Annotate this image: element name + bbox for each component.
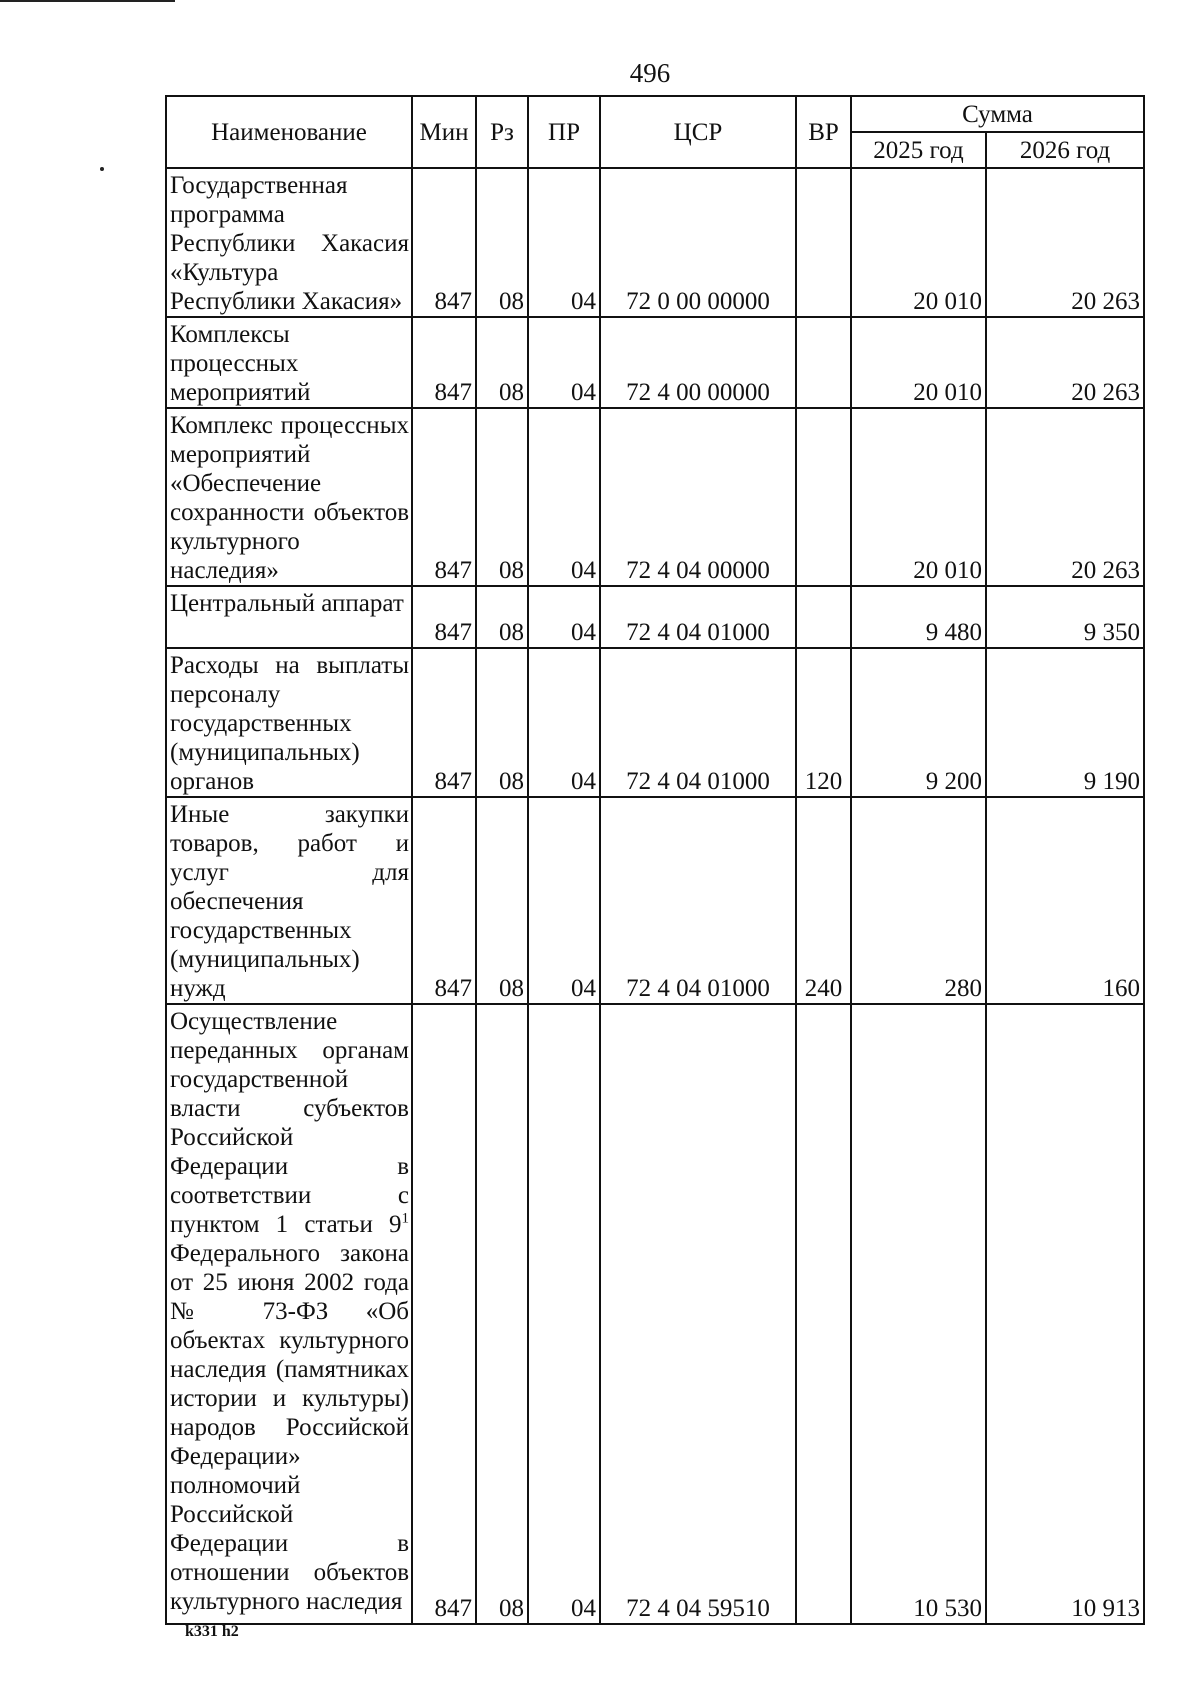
row-rz: 08 — [476, 648, 528, 797]
footer-code: k331 h2 — [185, 1623, 239, 1640]
header-name: Наименование — [166, 96, 412, 168]
row-pr: 04 — [528, 648, 600, 797]
row-name-text: Осуществление переданных органам государственной власти субъектов Российской Федерации в соответствии с пунктом 1 статьи 9 — [170, 1008, 409, 1238]
header-sum: Сумма — [851, 96, 1144, 132]
row-vr — [796, 168, 851, 317]
row-sum-2026: 9 350 — [986, 586, 1144, 648]
table-row — [166, 797, 1144, 1004]
budget-table — [165, 95, 1145, 1625]
row-rz: 08 — [476, 1004, 528, 1624]
row-sum-2025: 20 010 — [851, 408, 986, 586]
row-name: Государственная программа Республики Хакасия «Культура Республики Хакасия» — [166, 168, 412, 317]
row-min: 847 — [412, 317, 476, 408]
header-pr: ПР — [528, 96, 600, 168]
table-row — [166, 648, 1144, 797]
row-name — [166, 1004, 412, 1624]
row-name: Комплексы процессных мероприятий — [166, 317, 412, 408]
row-vr: 120 — [796, 648, 851, 797]
row-vr: 240 — [796, 797, 851, 1004]
row-rz: 08 — [476, 317, 528, 408]
header-min: Мин — [412, 96, 476, 168]
row-csr: 72 4 04 01000 — [600, 797, 796, 1004]
row-sum-2026: 20 263 — [986, 317, 1144, 408]
table-row — [166, 168, 1144, 317]
row-name: Центральный аппарат — [166, 586, 412, 648]
row-sum-2025: 10 530 — [851, 1004, 986, 1624]
row-min: 847 — [412, 797, 476, 1004]
row-rz: 08 — [476, 168, 528, 317]
table-row — [166, 408, 1144, 586]
row-pr: 04 — [528, 1004, 600, 1624]
header-year-2025: 2025 год — [851, 132, 986, 168]
row-sum-2026: 10 913 — [986, 1004, 1144, 1624]
row-sum-2026: 9 190 — [986, 648, 1144, 797]
row-name: Комплекс процессных мероприятий «Обеспечение сохранности объектов культурного наследия» — [166, 408, 412, 586]
row-vr — [796, 1004, 851, 1624]
row-csr: 72 0 00 00000 — [600, 168, 796, 317]
row-pr: 04 — [528, 168, 600, 317]
row-name: Иные закупки товаров, работ и услуг для обеспечения государственных (муниципальных) нужд — [166, 797, 412, 1004]
header-vr: ВР — [796, 96, 851, 168]
scan-speck — [100, 167, 104, 171]
row-pr: 04 — [528, 408, 600, 586]
row-vr — [796, 408, 851, 586]
table-row — [166, 1004, 1144, 1624]
row-min: 847 — [412, 1004, 476, 1624]
row-csr: 72 4 04 01000 — [600, 586, 796, 648]
row-sum-2025: 9 480 — [851, 586, 986, 648]
row-rz: 08 — [476, 797, 528, 1004]
scan-edge-mark — [0, 0, 175, 2]
row-sum-2025: 9 200 — [851, 648, 986, 797]
row-min: 847 — [412, 648, 476, 797]
page-number: 496 — [629, 58, 671, 88]
row-rz: 08 — [476, 408, 528, 586]
row-name-text-cont: Федерального закона от 25 июня 2002 года № 73-ФЗ «Об объектах культурного наследия (памятниках истории и культуры) народов Российской Федерации» полномочий Российской Федерации в отношении объектов культурного наследия — [170, 1240, 409, 1615]
row-min: 847 — [412, 586, 476, 648]
row-vr — [796, 586, 851, 648]
header-rz: Рз — [476, 96, 528, 168]
row-pr: 04 — [528, 317, 600, 408]
row-pr: 04 — [528, 797, 600, 1004]
header-year-2026: 2026 год — [986, 132, 1144, 168]
row-sum-2025: 20 010 — [851, 168, 986, 317]
row-sum-2026: 20 263 — [986, 408, 1144, 586]
row-rz: 08 — [476, 586, 528, 648]
row-min: 847 — [412, 168, 476, 317]
row-sum-2026: 160 — [986, 797, 1144, 1004]
table-row — [166, 586, 1144, 648]
row-name: Расходы на выплаты персоналу государственных (муниципальных) органов — [166, 648, 412, 797]
row-sum-2025: 280 — [851, 797, 986, 1004]
row-pr: 04 — [528, 586, 600, 648]
table-row — [166, 317, 1144, 408]
row-min: 847 — [412, 408, 476, 586]
header-csr: ЦСР — [600, 96, 796, 168]
row-csr: 72 4 04 00000 — [600, 408, 796, 586]
row-csr: 72 4 00 00000 — [600, 317, 796, 408]
row-csr: 72 4 04 01000 — [600, 648, 796, 797]
row-csr: 72 4 04 59510 — [600, 1004, 796, 1624]
row-sum-2026: 20 263 — [986, 168, 1144, 317]
row-sum-2025: 20 010 — [851, 317, 986, 408]
footnote-superscript: 1 — [401, 1210, 409, 1227]
row-vr — [796, 317, 851, 408]
